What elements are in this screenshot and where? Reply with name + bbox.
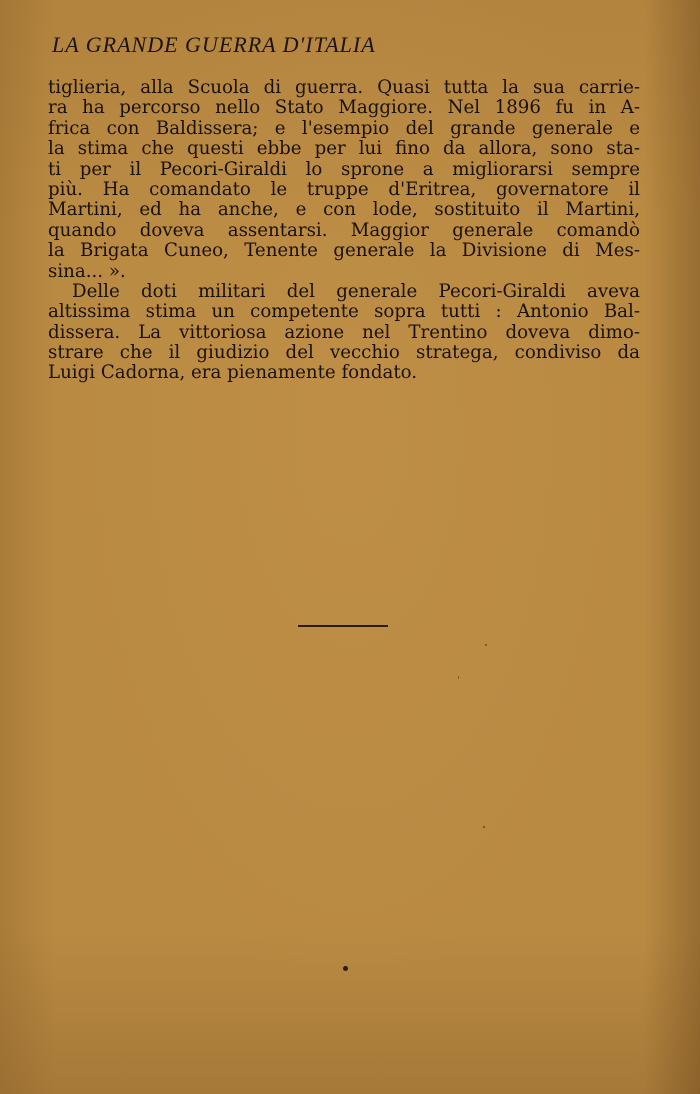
text-line: frica con Baldissera; e l'esempio del grande generale e [48,117,640,139]
text-line: Delle doti militari del generale Pecori-Giraldi aveva [72,280,640,302]
text-line: la Brigata Cuneo, Tenente generale la Divisione di Mes- [48,240,640,262]
text-line: altissima stima un competente sopra tutti : Antonio Bal- [48,301,640,323]
text-line: più. Ha comandato le truppe d'Eritrea, governatore il [48,178,640,200]
text-line: ra ha percorso nello Stato Maggiore. Nel 1896 fu in A- [48,97,640,119]
text-line: ti per il Pecori-Giraldi lo sprone a migliorarsi sempre [48,158,640,180]
ink-speck [343,966,348,971]
text-line: la stima che questi ebbe per lui fino da allora, sono sta- [48,138,640,160]
ink-speck [458,676,459,679]
section-end-rule [298,625,388,627]
text-line: sina... ». [48,260,126,282]
text-line: quando doveva assentarsi. Maggior generale comandò [48,219,640,241]
ink-speck [485,644,487,646]
text-line: tiglieria, alla Scuola di guerra. Quasi tutta la sua carrie- [48,77,640,98]
running-head: LA GRANDE GUERRA D'ITALIA [52,32,376,57]
text-line: strare che il giudizio del vecchio stratega, condiviso da [48,342,640,364]
ink-speck [483,826,485,828]
body-text [48,78,640,384]
text-line: dissera. La vittoriosa azione nel Trentino doveva dimo- [48,321,640,343]
text-line: Luigi Cadorna, era pienamente fondato. [48,362,418,384]
text-line: Martini, ed ha anche, e con lode, sostituito il Martini, [48,199,640,221]
